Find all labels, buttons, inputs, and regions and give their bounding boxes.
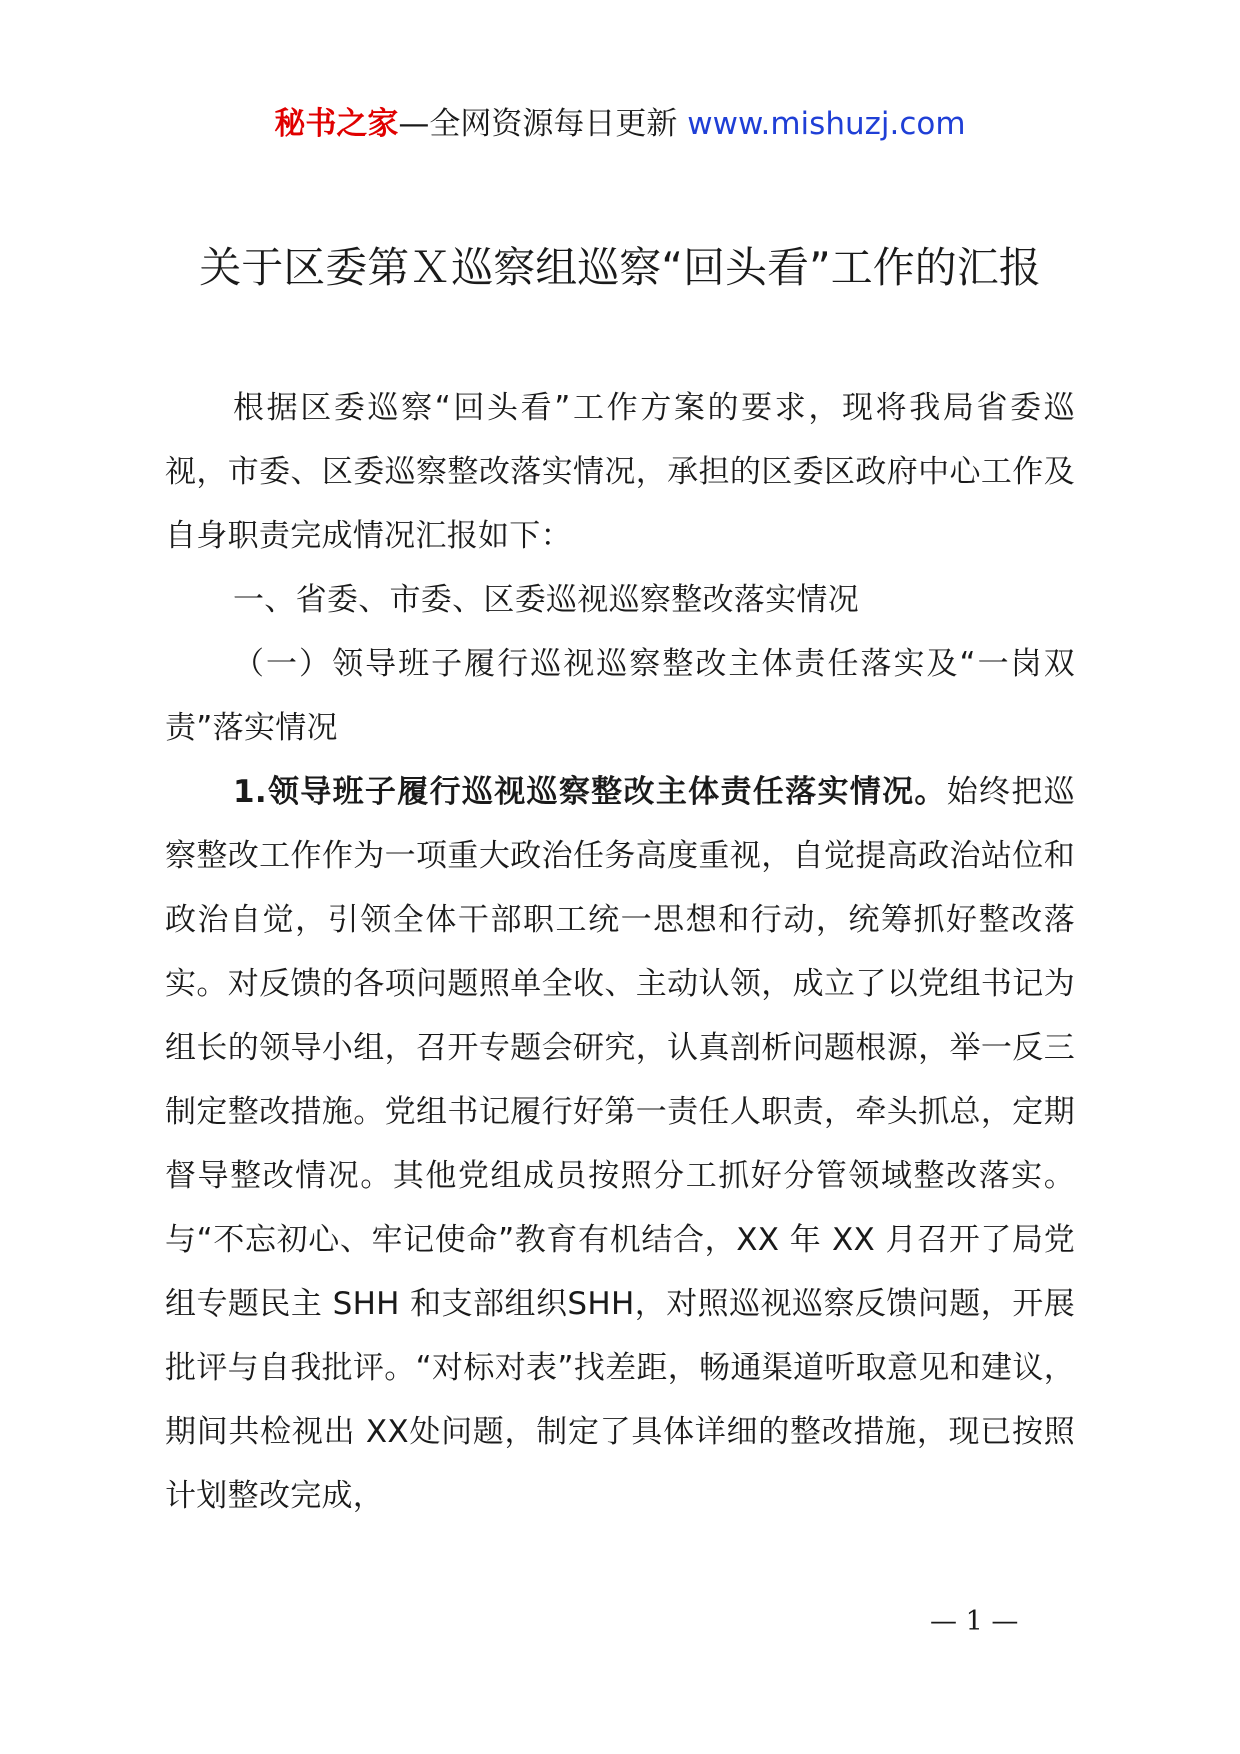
brand-name: 秘书之家	[274, 106, 399, 142]
paragraph-body-text: 始终把巡察整改工作作为一项重大政治任务高度重视，自觉提高政治站位和政治自觉，引领全体干部职工统一思想和行动，统筹抓好整改落实。对反馈的各项问题照单全收、主动认领，成立了以党组书记为组长的领导小组，召开专题会研究，认真剖析问题根源，举一反三制定整改措施。党组书记履行好第一责任人职责，牵头抓总，定期督导整改情况。其他党组成员按照分工抓好分管领域整改落实。与“不忘初心、牢记使命”教育有机结合，XX 年 XX 月召开了局党组专题民主 SHH 和支部组织SHH，对照巡视巡察反馈问题，开展批评与自我批评。“对标对表”找差距，畅通渠道听取意见和建议，期间共检视出 XX处问题，制定了具体详细的整改措施，现已按照计划整改完成，	[165, 774, 1075, 1514]
subsection-heading: （一）领导班子履行巡视巡察整改主体责任落实及“一岗双责”落实情况	[165, 646, 1075, 746]
section-heading: 一、省委、市委、区委巡视巡察整改落实情况	[233, 582, 859, 618]
header-slogan: —全网资源每日更新	[398, 106, 678, 142]
header-banner	[0, 104, 1240, 144]
site-url-link[interactable]: www.mishuzj.com	[687, 106, 966, 142]
paragraph-lead-heading: 1.领导班子履行巡视巡察整改主体责任落实情况。	[233, 774, 947, 810]
document-title: 关于区委第Ｘ巡察组巡察“回头看”工作的汇报	[199, 243, 1041, 292]
body-paragraph	[165, 760, 1075, 1528]
intro-paragraph: 根据区委巡察“回头看”工作方案的要求，现将我局省委巡视，市委、区委巡察整改落实情况，承担的区委区政府中心工作及自身职责完成情况汇报如下：	[165, 390, 1075, 554]
page-number: — 1 —	[930, 1606, 1019, 1637]
document-body	[165, 376, 1075, 1528]
